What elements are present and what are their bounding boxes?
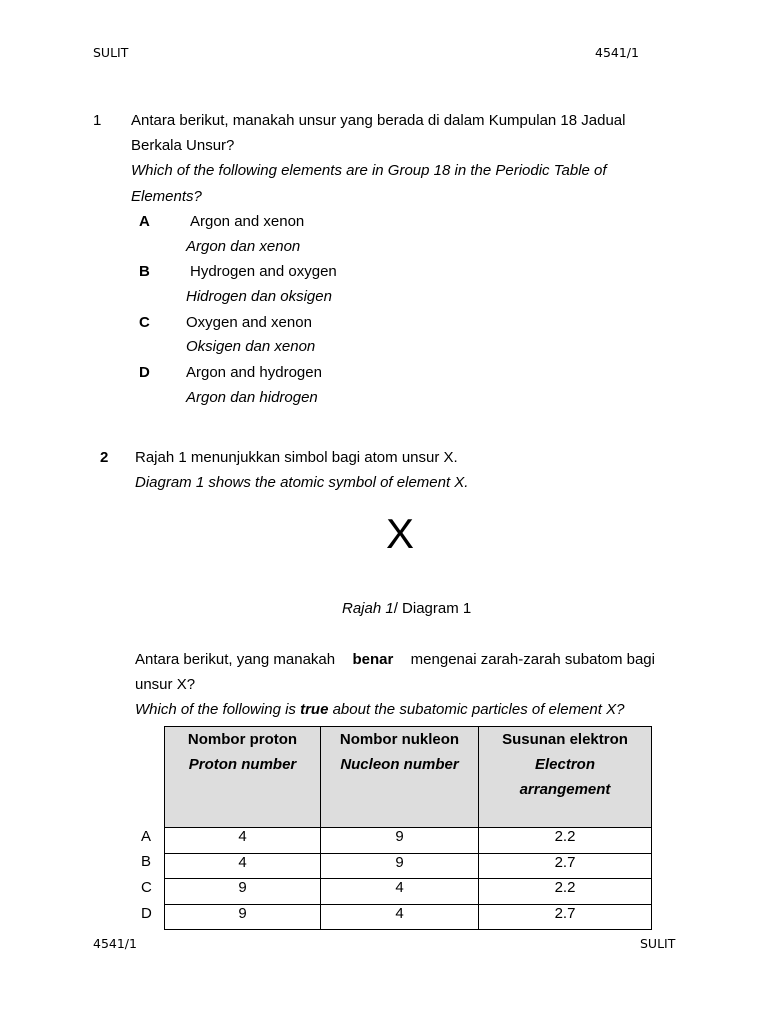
cell-arrangement: 2.7	[479, 904, 652, 930]
footer-left: 4541/1	[93, 936, 137, 951]
table-row	[165, 904, 652, 930]
q1-option-d-ms: Argon dan hidrogen	[186, 389, 318, 406]
table-row	[165, 853, 652, 879]
q1-option-b-en: Hydrogen and oxygen	[190, 263, 337, 280]
footer-right: SULIT	[640, 936, 676, 951]
table-row	[165, 879, 652, 905]
header-arrangement-ms: Susunan elektron	[502, 731, 628, 748]
table-header-row	[165, 727, 652, 828]
q2-ask-en-part1: Which of the following is	[135, 701, 296, 718]
header-arrangement-en: Electron arrangement	[519, 756, 611, 798]
q2-ask-ms-bold: benar	[352, 651, 394, 668]
header-proton-en: Proton number	[188, 756, 297, 773]
cell-proton: 9	[165, 879, 321, 905]
q1-option-b-letter: B	[139, 263, 150, 280]
header-proton-ms: Nombor proton	[187, 731, 298, 748]
row-letter-a: A	[141, 828, 152, 845]
row-letter-d: D	[141, 905, 152, 922]
q2-ask-ms-line1	[135, 647, 655, 672]
q1-option-c-en: Oxygen and xenon	[186, 314, 312, 331]
cell-nucleon: 4	[321, 879, 479, 905]
diagram-caption-en: / Diagram 1	[393, 600, 472, 617]
cell-proton: 9	[165, 904, 321, 930]
q2-ask-en-part2: about the subatomic particles of element X?	[332, 701, 625, 718]
row-letter-c: C	[141, 879, 152, 896]
q2-intro-en: Diagram 1 shows the atomic symbol of element X.	[135, 474, 469, 491]
q2-ask-en-bold: true	[300, 701, 329, 718]
q2-intro-ms: Rajah 1 menunjukkan simbol bagi atom unsur X.	[135, 449, 458, 466]
cell-nucleon: 9	[321, 828, 479, 854]
cell-arrangement: 2.2	[479, 879, 652, 905]
q2-ask-en	[135, 697, 624, 722]
q1-option-a-en: Argon and xenon	[190, 213, 305, 230]
header-left: SULIT	[93, 45, 129, 60]
q2-ask-ms-part2: mengenai zarah-zarah subatom bagi	[410, 651, 655, 668]
header-arrangement	[479, 727, 652, 828]
cell-nucleon: 9	[321, 853, 479, 879]
header-nucleon-ms: Nombor nukleon	[339, 731, 460, 748]
q1-option-d-en: Argon and hydrogen	[186, 364, 322, 381]
q1-option-c-ms: Oksigen dan xenon	[186, 338, 316, 355]
q1-option-c-letter: C	[139, 314, 150, 331]
answer-table	[164, 726, 652, 930]
q1-stem-ms-line2: Berkala Unsur?	[131, 137, 235, 154]
q2-ask-ms-line2: unsur X?	[135, 676, 196, 693]
header-nucleon-en: Nucleon number	[340, 756, 459, 773]
q1-number: 1	[93, 112, 102, 129]
diagram-caption-ms: Rajah 1	[342, 600, 394, 617]
cell-proton: 4	[165, 828, 321, 854]
q1-stem-ms-line1: Antara berikut, manakah unsur yang berada di dalam Kumpulan 18 Jadual	[131, 112, 626, 129]
header-right: 4541/1	[595, 45, 639, 60]
q1-option-d-letter: D	[139, 364, 150, 381]
table-row	[165, 828, 652, 854]
q2-number: 2	[100, 449, 109, 466]
q1-option-a-ms: Argon dan xenon	[186, 238, 301, 255]
header-nucleon	[321, 727, 479, 828]
q2-ask-ms-part1: Antara berikut, yang manakah	[135, 651, 336, 668]
header-proton	[165, 727, 321, 828]
q1-option-a-letter: A	[139, 213, 150, 230]
q1-stem-en-line2: Elements?	[131, 188, 202, 205]
cell-proton: 4	[165, 853, 321, 879]
q1-option-b-ms: Hidrogen dan oksigen	[186, 288, 332, 305]
cell-arrangement: 2.2	[479, 828, 652, 854]
row-letter-b: B	[141, 853, 152, 870]
diagram-caption	[342, 596, 471, 621]
q1-stem-en-line1: Which of the following elements are in Group 18 in the Periodic Table of	[131, 162, 607, 179]
cell-arrangement: 2.7	[479, 853, 652, 879]
atomic-symbol: X	[386, 510, 415, 557]
cell-nucleon: 4	[321, 904, 479, 930]
